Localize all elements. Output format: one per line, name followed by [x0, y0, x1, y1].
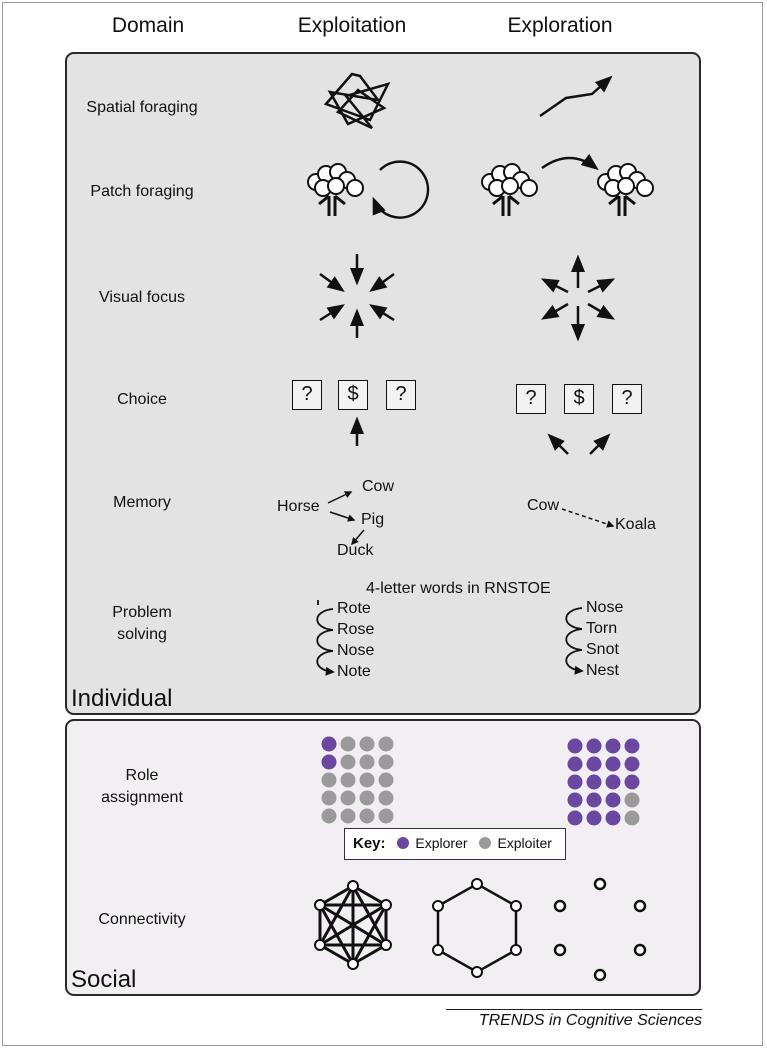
explore-chain-loops-icon — [566, 608, 582, 671]
role-dot — [379, 773, 394, 788]
role-grid-explore — [568, 739, 640, 826]
fully-connected-network-icon — [320, 886, 386, 964]
choice-box-right-explore: ? — [612, 384, 642, 414]
individual-panel-label: Individual — [71, 685, 173, 712]
row-label-patch-foraging: Patch foraging — [90, 183, 194, 200]
tree-explore-left-icon — [482, 164, 537, 216]
column-header-exploitation: Exploitation — [297, 14, 407, 37]
direct-path-icon — [540, 78, 610, 116]
key-exploiter-label: Exploiter — [497, 835, 552, 851]
explore-word-3: Snot — [586, 641, 619, 658]
role-dot — [360, 755, 375, 770]
role-dot — [341, 737, 356, 752]
problem-title: 4-letter words in RNSTOE — [366, 580, 551, 597]
choice-explore-right-arrow-icon — [590, 436, 608, 454]
memory-word-duck: Duck — [337, 542, 374, 559]
role-dot — [625, 757, 640, 772]
role-dot — [568, 793, 583, 808]
exploit-word-3: Nose — [337, 642, 375, 659]
role-dot — [322, 791, 337, 806]
explore-word-4: Nest — [586, 662, 619, 679]
circular-arrow-icon — [374, 162, 428, 218]
role-dot — [322, 773, 337, 788]
role-dot — [587, 775, 602, 790]
memory-word-cow: Cow — [362, 478, 395, 495]
tree-exploit-icon — [308, 164, 363, 216]
row-label-problem-solving: Problem solving — [112, 604, 172, 643]
row-label-memory: Memory — [113, 494, 171, 511]
role-dot — [587, 757, 602, 772]
row-label-connectivity: Connectivity — [98, 911, 186, 928]
role-dot — [322, 737, 337, 752]
memory-exploit-arrows-icon — [328, 492, 364, 544]
role-dot — [606, 793, 621, 808]
role-dot — [322, 809, 337, 824]
role-dot — [379, 809, 394, 824]
role-dot — [568, 739, 583, 754]
choice-box-left-explore: ? — [516, 384, 546, 414]
key-explorer-label: Explorer — [415, 835, 468, 851]
choice-box-middle-exploit: $ — [338, 380, 368, 410]
column-header-domain: Domain — [111, 14, 185, 37]
social-panel-label: Social — [71, 966, 137, 993]
role-dot — [379, 755, 394, 770]
memory-word-koala: Koala — [615, 516, 656, 533]
column-header-exploration: Exploration — [507, 14, 613, 37]
role-dot — [587, 811, 602, 826]
role-dot — [568, 811, 583, 826]
role-dot — [360, 773, 375, 788]
role-dot — [341, 755, 356, 770]
tree-explore-right-icon — [598, 164, 653, 216]
row-label-role-assignment: Role assignment — [101, 767, 183, 806]
disconnected-nodes-icon — [555, 879, 645, 980]
choice-box-right-exploit: ? — [386, 380, 416, 410]
explore-word-1: Nose — [586, 599, 624, 616]
role-grid-exploit — [322, 737, 394, 824]
role-dot — [379, 791, 394, 806]
role-dot — [341, 791, 356, 806]
exploit-word-4: Note — [337, 663, 371, 680]
role-dot — [360, 737, 375, 752]
choice-box-left-exploit: ? — [292, 380, 322, 410]
memory-word-cow-explore: Cow — [527, 497, 560, 514]
role-dot — [587, 739, 602, 754]
role-dot — [379, 737, 394, 752]
role-dot — [606, 811, 621, 826]
converging-arrows-icon — [320, 254, 394, 338]
patch-switch-arrow-icon — [542, 158, 596, 168]
memory-word-horse: Horse — [277, 498, 320, 515]
exploit-word-2: Rose — [337, 621, 375, 638]
role-dot — [625, 793, 640, 808]
row-label-visual-focus: Visual focus — [99, 289, 185, 306]
role-dot — [322, 755, 337, 770]
key-title: Key: — [353, 835, 386, 852]
role-dot — [568, 775, 583, 790]
footer-source: TRENDS in Cognitive Sciences — [446, 1009, 702, 1030]
row-label-spatial-foraging: Spatial foraging — [86, 99, 198, 116]
role-dot — [625, 775, 640, 790]
choice-box-middle-explore: $ — [564, 384, 594, 414]
diverging-arrows-icon — [544, 258, 612, 338]
exploit-chain-loops-icon — [317, 600, 333, 672]
role-dot — [360, 791, 375, 806]
tangled-path-icon — [326, 74, 388, 128]
ring-nodes — [433, 879, 521, 977]
ring-network-icon — [438, 884, 516, 972]
memory-explore-dashed-arrow-icon — [562, 509, 613, 526]
choice-explore-left-arrow-icon — [550, 436, 568, 454]
role-dot — [360, 809, 375, 824]
role-dot — [606, 739, 621, 754]
role-dot — [625, 739, 640, 754]
role-dot — [606, 775, 621, 790]
role-dot — [625, 811, 640, 826]
role-dot — [568, 757, 583, 772]
role-dot — [341, 809, 356, 824]
explore-word-2: Torn — [586, 620, 618, 637]
exploit-word-1: Rote — [337, 600, 371, 617]
memory-word-pig: Pig — [361, 511, 385, 528]
row-label-choice: Choice — [117, 391, 167, 408]
role-dot — [587, 793, 602, 808]
role-dot — [606, 757, 621, 772]
role-dot — [341, 773, 356, 788]
